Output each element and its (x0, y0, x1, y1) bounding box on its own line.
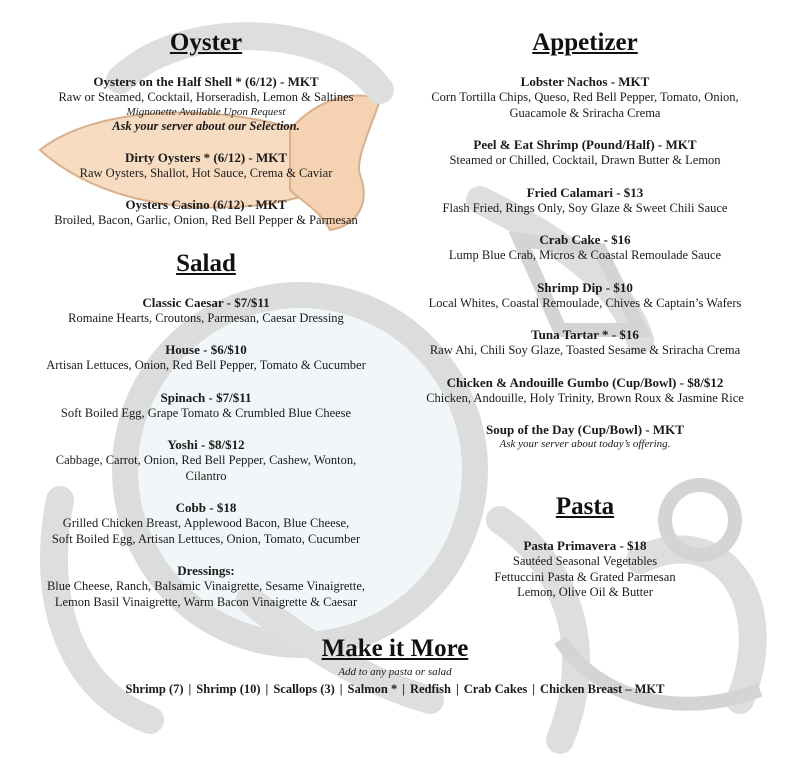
item-description: Steamed or Chilled, Cocktail, Drawn Butter & Lemon (449, 153, 721, 167)
item-description: Grilled Chicken Breast, Applewood Bacon, Blue Cheese, (62, 516, 350, 530)
item-note: Mignonette Available Upon Request (126, 105, 286, 118)
item-title: Soup of the Day (Cup/Bowl) - MKT (486, 422, 684, 437)
appetizer-heading: Appetizer (532, 29, 638, 56)
addon-item: Crab Cakes (463, 682, 528, 696)
menu-item (400, 137, 770, 169)
item-description: Blue Cheese, Ranch, Balsamic Vinaigrette, Sesame Vinaigrette, (46, 579, 366, 593)
item-description: Guacamole & Sriracha Crema (509, 105, 661, 120)
item-description: Artisan Lettuces, Onion, Red Bell Pepper, Tomato & Cucumber (46, 358, 366, 372)
item-title: Yoshi - $8/$12 (167, 437, 245, 452)
dressings (20, 563, 392, 610)
salad-heading: Salad (176, 249, 236, 277)
menu-item (20, 437, 392, 484)
item-description: Lemon Basil Vinaigrette, Warm Bacon Vinaigrette & Caesar (54, 594, 358, 609)
item-description: Chicken, Andouille, Holy Trinity, Brown Roux & Jasmine Rice (426, 390, 744, 405)
addon-separator: | (339, 682, 343, 696)
item-title: Lobster Nachos - MKT (520, 74, 650, 89)
pasta-heading: Pasta (555, 493, 615, 520)
addon-separator: | (265, 682, 269, 696)
item-description: Fettuccini Pasta & Grated Parmesan (494, 569, 676, 584)
item-title: Oysters on the Half Shell * (6/12) - MKT (93, 74, 319, 89)
item-title: Dirty Oysters * (6/12) - MKT (124, 149, 288, 165)
addon-list (20, 681, 770, 698)
item-description: Cabbage, Carrot, Onion, Red Bell Pepper, Cashew, Wonton, (55, 453, 357, 467)
item-description: Flash Fried, Rings Only, Soy Glaze & Sweet Chili Sauce (442, 200, 728, 215)
item-title: Peel & Eat Shrimp (Pound/Half) - MKT (473, 137, 697, 152)
item-description: Romaine Hearts, Croutons, Parmesan, Caesar Dressing (68, 310, 344, 325)
addon-item: Shrimp (7) (125, 682, 184, 696)
menu-item (20, 295, 392, 327)
item-description: Raw or Steamed, Cocktail, Horseradish, Lemon & Saltines (58, 90, 354, 104)
left-column (20, 26, 392, 626)
menu-item (400, 232, 770, 264)
item-title: Oysters Casino (6/12) - MKT (125, 197, 287, 212)
item-title: Crab Cake - $16 (539, 232, 631, 247)
oyster-heading: Oyster (169, 29, 243, 56)
item-title: Pasta Primavera - $18 (523, 538, 647, 553)
menu-item (400, 422, 770, 451)
item-title: Fried Calamari - $13 (526, 184, 644, 200)
item-description: Broiled, Bacon, Garlic, Onion, Red Bell Pepper & Parmesan (54, 213, 358, 227)
item-note: Ask your server about our Selection. (112, 118, 300, 133)
addon-item: Scallops (3) (273, 682, 335, 696)
item-title: Dressings: (177, 563, 235, 578)
menu-item (20, 74, 392, 134)
item-description: Soft Boiled Egg, Artisan Lettuces, Onion, Tomato, Cucumber (51, 531, 361, 546)
item-description: Cilantro (185, 468, 227, 483)
item-description: Lemon, Olive Oil & Butter (517, 585, 653, 599)
item-title: Classic Caesar - $7/$11 (142, 294, 270, 310)
item-description: Raw Oysters, Shallot, Hot Sauce, Crema & Caviar (79, 165, 333, 180)
addon-separator: | (188, 682, 192, 696)
menu-item (20, 500, 392, 547)
addon-separator: | (532, 682, 536, 696)
menu-item (400, 375, 770, 407)
item-description: Corn Tortilla Chips, Queso, Red Bell Pepper, Tomato, Onion, (431, 90, 739, 104)
item-description: Raw Ahi, Chili Soy Glaze, Toasted Sesame & Sriracha Crema (429, 343, 741, 357)
menu-item (20, 150, 392, 182)
menu-item (400, 327, 770, 359)
make-it-more-section (20, 632, 770, 698)
menu-item (400, 538, 770, 601)
menu-item (400, 185, 770, 217)
item-title: Shrimp Dip - $10 (537, 279, 633, 295)
menu-item (400, 280, 770, 312)
addon-separator: | (455, 682, 459, 696)
addon-item: Salmon * (347, 682, 398, 696)
make-it-more-subheading: Add to any pasta or salad (338, 666, 452, 678)
pasta-section (400, 490, 770, 617)
item-description: Local Whites, Coastal Remoulade, Chives & Captain’s Wafers (428, 295, 742, 310)
addon-separator: | (402, 682, 405, 696)
item-title: House - $6/$10 (165, 342, 247, 357)
item-description: Sautéed Seasonal Vegetables (512, 554, 658, 568)
addon-item: Redfish (409, 682, 451, 696)
item-title: Spinach - $7/$11 (160, 389, 252, 405)
item-description: Soft Boiled Egg, Grape Tomato & Crumbled Blue Cheese (60, 405, 352, 420)
addon-item: Chicken Breast – MKT (540, 682, 665, 696)
menu-item (20, 342, 392, 374)
menu-item (20, 197, 392, 229)
item-note: Ask your server about today’s offering. (499, 438, 671, 450)
make-it-more-heading: Make it More (321, 635, 469, 662)
item-description: Lump Blue Crab, Micros & Coastal Remoulade Sauce (448, 248, 722, 262)
menu-item (400, 74, 770, 121)
right-column (400, 26, 770, 467)
menu-item (20, 390, 392, 422)
item-title: Cobb - $18 (175, 500, 237, 515)
item-title: Tuna Tartar * - $16 (531, 327, 639, 342)
item-title: Chicken & Andouille Gumbo (Cup/Bowl) - $8/$12 (446, 374, 724, 390)
addon-item: Shrimp (10) (196, 682, 261, 696)
